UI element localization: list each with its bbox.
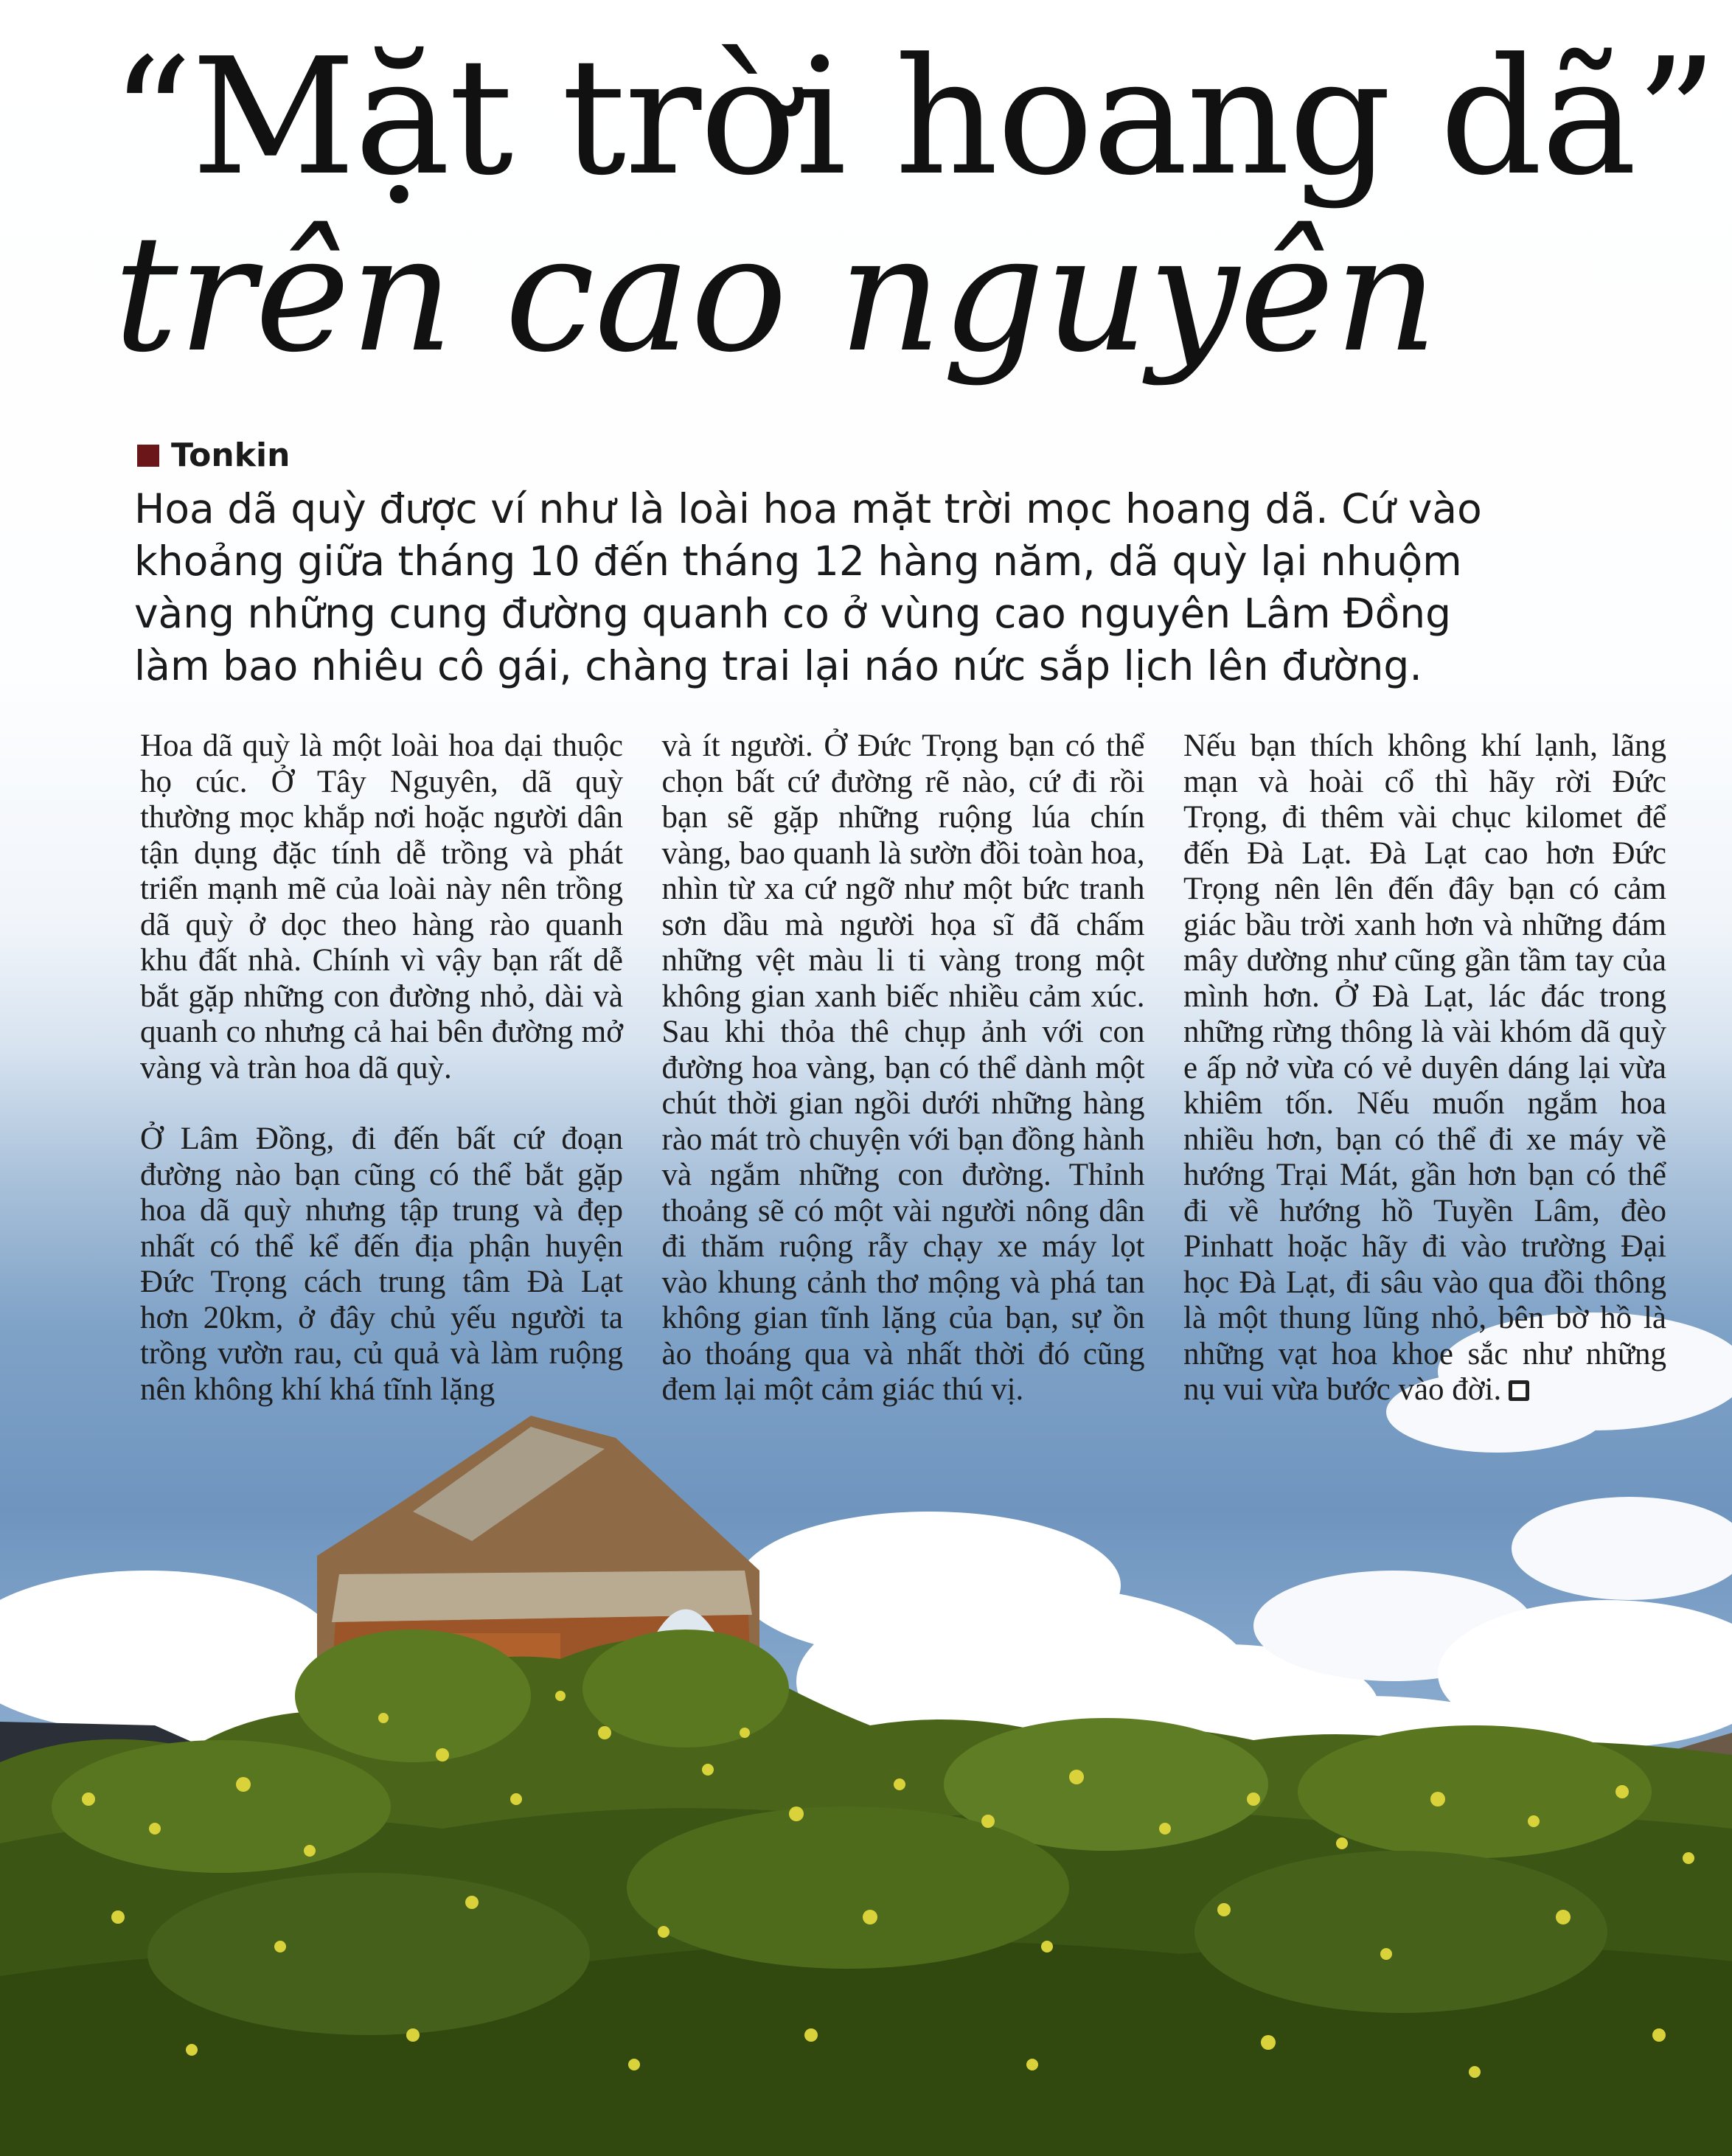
column-2-paragraph-1: và ít người. Ở Đức Trọng bạn có thể chọn bất cứ đường rẽ nào, cứ đi rồi bạn sẽ gặp những ruộng lúa chín vàng, bao quanh là sườn đồi toàn hoa, nhìn từ xa cứ ngỡ như một bức tranh sơn dầu mà người họa sĩ đã chấm những vệt màu li ti vàng trong một không gian xanh biếc nhiều cảm xúc. Sau khi thỏa thê chụp ảnh với con đường hoa vàng, bạn có thể dành một chút thời gian ngồi dưới những hàng rào mát trò chuyện với bạn đồng hành và ngắm những con đường. Thỉnh thoảng sẽ có một vài người nông dân đi thăm ruộng rẫy chạy xe máy lọt vào khung cảnh thơ mộng và phá tan không gian tĩnh lặng của bạn, sự ồn ào thoáng qua và nhất thời đó cũng đem lại một cảm giác thú vị. (661, 728, 1145, 1407)
byline-square-icon (137, 445, 159, 467)
byline-author: Tonkin (171, 437, 291, 474)
end-mark-icon (1509, 1380, 1529, 1401)
headline (111, 24, 1717, 388)
headline-line-1: “Mặt trời hoang dã” (111, 24, 1717, 211)
column-1-paragraph-1: Hoa dã quỳ là một loài hoa dại thuộc họ cúc. Ở Tây Nguyên, dã quỳ thường mọc khắp nơi hoặc người dân tận dụng đặc tính dễ trồng và phát triển mạnh mẽ của loài này nên trồng dã quỳ ở dọc theo hàng rào quanh khu đất nhà. Chính vì vậy bạn rất dễ bắt gặp những con đường nhỏ, dài và quanh co nhưng cả hai bên đường mở vàng và tràn hoa dã quỳ. (140, 728, 623, 1085)
byline (137, 437, 290, 474)
column-3-paragraph-1 (1183, 728, 1666, 1408)
column-2 (662, 728, 1145, 1444)
column-1 (140, 728, 623, 1444)
column-1-paragraph-2: Ở Lâm Đồng, đi đến bất cứ đoạn đường nào bạn cũng có thể bắt gặp hoa dã quỳ nhưng tập trung và đẹp nhất có thể kể đến địa phận huyện Đức Trọng cách trung tâm Đà Lạt hơn 20km, ở đây chủ yếu người ta trồng vườn rau, củ quả và làm ruộng nên không khí khá tĩnh lặng (140, 1122, 623, 1407)
column-3-text: Nếu bạn thích không khí lạnh, lãng mạn và hoài cổ thì hãy rời Đức Trọng, đi thêm vài chục kilomet để đến Đà Lạt. Đà Lạt cao hơn Đức Trọng nên lên đến đây bạn có cảm giác bầu trời xanh hơn và những đám mây dường như cũng gần tầm tay của mình hơn. Ở Đà Lạt, lác đác trong những rừng thông là vài khóm dã quỳ e ấp nở vừa có vẻ duyên dáng lại vừa khiêm tốn. Nếu muốn ngắm hoa nhiều hơn, bạn có thể đi xe máy về hướng Trại Mát, gần hơn bạn có thể đi về hướng hồ Tuyền Lâm, đèo Pinhatt hoặc hãy đi vào trường Đại học Đà Lạt, đi sâu vào qua đồi thông là một thung lũng nhỏ, bên bờ hồ là những vạt hoa khoe sắc như những nụ vui vừa bước vào đời. (1183, 728, 1666, 1407)
headline-line-2: trên cao nguyên (114, 201, 1439, 388)
article-columns (140, 728, 1666, 1444)
lede-paragraph: Hoa dã quỳ được ví như là loài hoa mặt trời mọc hoang dã. Cứ vào khoảng giữa tháng 10 đến tháng 12 hàng năm, dã quỳ lại nhuộm vàng những cung đường quanh co ở vùng cao nguyên Lâm Đồng làm bao nhiêu cô gái, chàng trai lại náo nức sắp lịch lên đường. (134, 485, 1482, 689)
column-3 (1183, 728, 1666, 1444)
